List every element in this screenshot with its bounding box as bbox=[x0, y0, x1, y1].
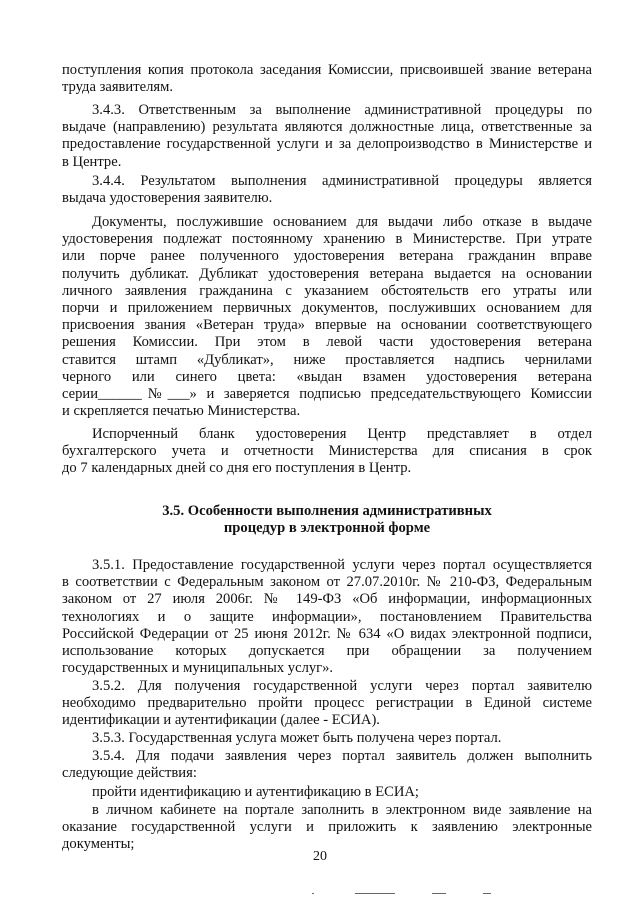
paragraph-documents bbox=[62, 214, 592, 420]
text-line: 3.5.4. Для подачи заявления через портал заявитель должен выполнить bbox=[92, 748, 592, 764]
text-line: оказание государственной услуги и приложить к заявлению электронные bbox=[62, 819, 592, 836]
text-line: и скрепляется печатью Министерства. bbox=[62, 403, 301, 420]
text-line: пройти идентификацию и аутентификацию в ЕСИА; bbox=[92, 784, 419, 800]
paragraph-3-4-4 bbox=[62, 173, 592, 207]
text-line: предоставление государственной услуги и за делопроизводство в Министерстве и bbox=[62, 136, 592, 153]
text-line: или порче ранее полученного удостоверения ветерана гражданин вправе bbox=[62, 248, 592, 265]
text-line: Испорченный бланк удостоверения Центр представляет в отдел bbox=[92, 426, 592, 442]
text-line: выдача удостоверения заявителю. bbox=[62, 190, 273, 207]
paragraph-3-5-1 bbox=[62, 557, 592, 677]
text-line: 3.5.1. Предоставление государственной услуги через портал осуществляется bbox=[92, 557, 592, 573]
text-line: поступления копия протокола заседания Комиссии, присвоившей звание ветерана bbox=[62, 62, 592, 78]
page-number: 20 bbox=[313, 849, 327, 864]
text-line: присвоения звания «Ветеран труда» впервые на основании соответствующего bbox=[62, 317, 592, 334]
text-line: труда заявителям. bbox=[62, 79, 173, 96]
paragraph-3-5-4 bbox=[62, 748, 592, 782]
paragraph-3-5-2 bbox=[62, 678, 592, 730]
text-line: в Центре. bbox=[62, 153, 122, 170]
text-line: до 7 календарных дней со дня его поступления в Центр. bbox=[62, 460, 412, 477]
text-line: законом от 27 июля 2006г. № 149-ФЗ «Об информации, информационных bbox=[62, 591, 592, 608]
scan-mark bbox=[432, 893, 446, 894]
text-line: 3.5.3. Государственная услуга может быть получена через портал. bbox=[92, 730, 502, 746]
text-line: документы; bbox=[62, 836, 135, 853]
paragraph-spoiled-blank bbox=[62, 426, 592, 478]
text-line: следующие действия: bbox=[62, 765, 197, 782]
text-line: ставится штамп «Дубликат», ниже проставляется надпись чернилами bbox=[62, 351, 592, 368]
text-line: серии______№___» и заверяется подписью председательствующего Комиссии bbox=[62, 385, 592, 402]
text-line: получить дубликат. Дубликат удостоверения ветерана выдается на основании bbox=[62, 265, 592, 282]
text-line: необходимо предварительно пройти процесс регистрации в Единой системе bbox=[62, 695, 592, 712]
scan-mark bbox=[355, 893, 395, 894]
section-heading-3-5 bbox=[62, 503, 592, 537]
paragraph-3-4-3 bbox=[62, 102, 592, 171]
paragraph-3-5-3 bbox=[62, 730, 592, 747]
text-line: 3.4.4. Результатом выполнения административной процедуры является bbox=[92, 173, 592, 189]
text-line: порчи и приложением первичных документов, послуживших основанием для bbox=[62, 299, 592, 316]
text-line: использование которых допускается при обращении за получением bbox=[62, 642, 592, 659]
heading-line: 3.5. Особенности выполнения административных bbox=[162, 503, 492, 519]
text-line: технологиях и о защите информации», постановлением Правительства bbox=[62, 608, 592, 625]
text-line: 3.4.3. Ответственным за выполнение административной процедуры по bbox=[92, 102, 592, 118]
text-line: выдаче (направлению) результата являются должностные лица, ответственные за bbox=[62, 119, 592, 136]
list-item-esia bbox=[62, 784, 592, 801]
text-line: в личном кабинете на портале заполнить в электронном виде заявление на bbox=[92, 802, 592, 818]
heading-line: процедур в электронной форме bbox=[223, 520, 431, 537]
text-line: идентификации и аутентификации (далее - ЕСИА). bbox=[62, 712, 380, 729]
text-line: Документы, послужившие основанием для выдачи либо отказе в выдаче bbox=[92, 214, 592, 230]
scan-mark bbox=[312, 893, 314, 894]
text-line: 3.5.2. Для получения государственной услуги через портал заявителю bbox=[92, 678, 592, 694]
text-line: государственных и муниципальных услуг». bbox=[62, 660, 334, 677]
text-line: решения Комиссии. При этом в левой части удостоверения ветерана bbox=[62, 334, 592, 351]
text-line: удостоверения подлежат постоянному хранению в Министерстве. При утрате bbox=[62, 231, 592, 248]
text-line: в соответствии с Федеральным законом от 27.07.2010г. № 210-ФЗ, Федеральным bbox=[62, 574, 592, 591]
text-line: личного заявления гражданина с указанием обстоятельств его утраты или bbox=[62, 282, 592, 299]
text-line: черного или синего цвета: «выдан взамен удостоверения ветерана bbox=[62, 368, 592, 385]
scan-mark bbox=[483, 893, 491, 894]
list-item-personal-cabinet bbox=[62, 802, 592, 854]
text-line: бухгалтерского учета и отчетности Министерства для списания в срок bbox=[62, 443, 592, 460]
paragraph-protocol-copy bbox=[62, 62, 592, 96]
text-line: Российской Федерации от 25 июня 2012г. № 634 «О видах электронной подписи, bbox=[62, 625, 592, 642]
